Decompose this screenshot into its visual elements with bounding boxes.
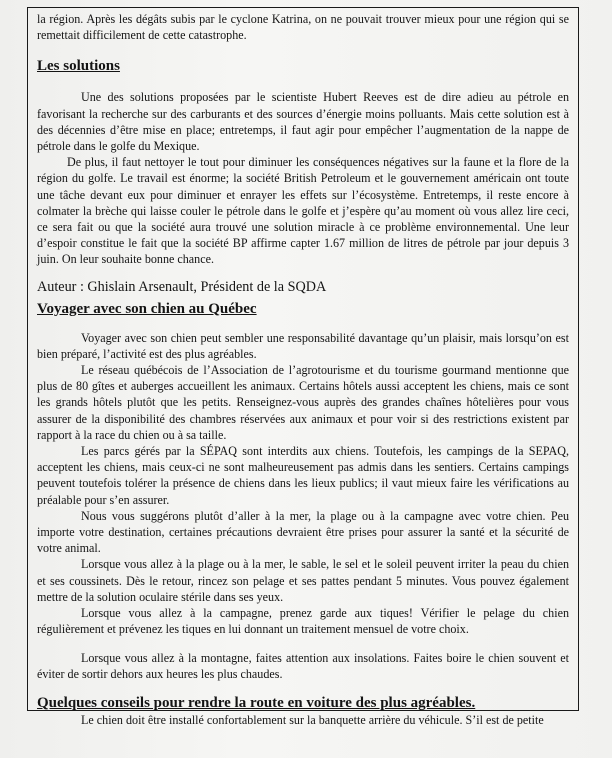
voyager-paragraph: Lorsque vous allez à la campagne, prenez garde aux tiques! Vérifier le pelage du chien régulièrement et prévenez les tiques en lui donnant un traitement mensuel de votre choix.	[37, 606, 569, 637]
article-frame	[27, 7, 579, 727]
voyager-paragraph: Lorsque vous allez à la montagne, faites attention aux insolations. Faites boire le chien souvent et éviter de sortir dehors aux heures les plus chaudes.	[37, 650, 569, 681]
section-heading-conseils: Quelques conseils pour rendre la route en voiture des plus agréables.	[37, 694, 476, 711]
intro-paragraph: la région. Après les dégâts subis par le cyclone Katrina, on ne pouvait trouver mieux pour une région qui se remettait difficilement de cette catastrophe.	[37, 12, 569, 43]
voyager-paragraph: Nous vous suggérons plutôt d’aller à la mer, la plage ou à la campagne avec votre chien. Peu importe votre destination, certaines précautions devraient être prises pour assurer la santé et la sécurité de votre animal.	[37, 508, 569, 556]
voyager-paragraph: Voyager avec son chien peut sembler une responsabilité davantage qu’un plaisir, mais lorsqu’on est bien préparé, l’activité est des plus agréables.	[37, 330, 569, 361]
conseils-paragraph: Le chien doit être installé confortablement sur la banquette arrière du véhicule. S’il est de petite	[81, 712, 544, 727]
solutions-paragraph: De plus, il faut nettoyer le tout pour diminuer les conséquences négatives sur la faune et la flore de la région du golfe. Le travail est énorme; la société British Petroleum et le gouvernement américain ont toute une tâche devant eux pour diminuer et enrayer les effets sur l’écosystème. Entretemps, il reste encore à colmater la brèche qui laisse couler le pétrole dans le golfe et j’espère qu’au moment où vous allez lire ceci, ce sera fait ou que la société aura trouvé une solution miracle à ce problème environnemental. Une leur d’espoir constitue le fait que la société BP affirme capter 1.67 million de litres de pétrole par jour depuis 3 juin. On leur souhaite bonne chance.	[37, 155, 569, 267]
section-heading-voyager: Voyager avec son chien au Québec	[37, 300, 257, 317]
voyager-paragraph: Le réseau québécois de l’Association de l’agrotourisme et du tourisme gourmand mentionne que plus de 80 gîtes et auberges accueillent les animaux. Certains hôtels aussi acceptent les chiens, mais ce sont les grands hôtels plutôt que les petits. Renseignez-vous auprès des grandes chaînes hôtelières pour vous assurer de la disponibilité des chambres réservées aux animaux et pour voir si des restrictions existent par rapport à la race du chien ou à sa taille.	[37, 363, 569, 442]
voyager-paragraph: Lorsque vous allez à la plage ou à la mer, le sable, le sel et le soleil peuvent irriter la peau du chien et ses coussinets. Dès le retour, rincez son pelage et ses pattes pendant 5 minutes. Vous pouvez également mettre de la solution oculaire stérile dans ses yeux.	[37, 557, 569, 604]
section-heading-solutions: Les solutions	[37, 58, 120, 75]
author-credit: Auteur : Ghislain Arsenault, Président de la SQDA	[37, 278, 327, 295]
voyager-paragraph: Les parcs gérés par la SÉPAQ sont interdits aux chiens. Toutefois, les campings de la SEPAQ, acceptent les chiens, mais ceux-ci ne sont malheureusement pas admis dans les sentiers. Certains campings peuvent toutefois tolérer la présence de chiens dans les lieux publics; il vaut mieux faire les vérifications au préalable pour s’en assurer.	[37, 444, 569, 507]
solutions-paragraph: Une des solutions proposées par le scientiste Hubert Reeves est de dire adieu au pétrole en favorisant la recherche sur des carburants et des sources d’énergie moins polluants. Mais cette solution est à des décennies d’être mise en place; entretemps, il faut agir pour empêcher l’augmentation de la nappe de pétrole dans le golfe du Mexique.	[37, 90, 569, 154]
